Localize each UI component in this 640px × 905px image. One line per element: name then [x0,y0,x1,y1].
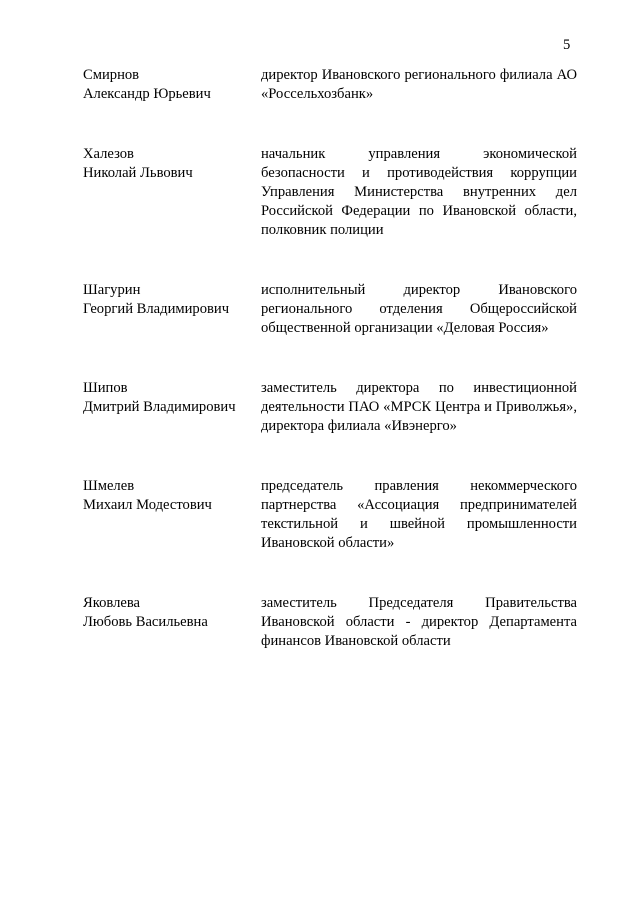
member-given-names: Любовь Васильевна [83,614,208,630]
member-given-names: Георгий Владимирович [83,301,230,317]
page-number: 5 [563,37,571,53]
member-list [83,66,577,651]
member-surname: Шмелев [83,478,135,494]
member-entry-smirnov [83,66,577,104]
member-position: заместитель Председателя Правительства Ивановской области - директор Департамента финансов Ивановской области [261,595,577,649]
member-surname: Халезов [83,146,134,162]
member-given-names: Михаил Модестович [83,497,212,513]
member-surname: Шипов [83,380,128,396]
member-given-names: Александр Юрьевич [83,86,211,102]
member-name [83,379,261,417]
member-given-names: Николай Львович [83,165,193,181]
member-surname: Шагурин [83,282,141,298]
member-name [83,594,261,632]
member-surname: Яковлева [83,595,141,611]
member-position: начальник управления экономической безопасности и противодействия коррупции Управления Министерства внутренних дел Российской Федерации по Ивановской области, полковник полиции [261,146,577,238]
member-name [83,281,261,319]
member-name [83,145,261,183]
member-name [83,66,261,104]
member-entry-khalezov [83,145,577,240]
member-name [83,477,261,515]
member-position: заместитель директора по инвестиционной деятельности ПАО «МРСК Центра и Приволжья», директора филиала «Ивэнерго» [261,380,577,434]
member-entry-shmelev [83,477,577,553]
member-entry-shagurin [83,281,577,338]
member-entry-yakovleva [83,594,577,651]
member-position: председатель правления некоммерческого партнерства «Ассоциация предпринимателей текстильной и швейной промышленности Ивановской области» [261,478,577,551]
member-surname: Смирнов [83,67,140,83]
member-position: директор Ивановского регионального филиала АО «Россельхозбанк» [261,67,577,102]
member-given-names: Дмитрий Владимирович [83,399,236,415]
member-entry-shipov [83,379,577,436]
member-position: исполнительный директор Ивановского регионального отделения Общероссийской общественной организации «Деловая Россия» [261,282,577,336]
